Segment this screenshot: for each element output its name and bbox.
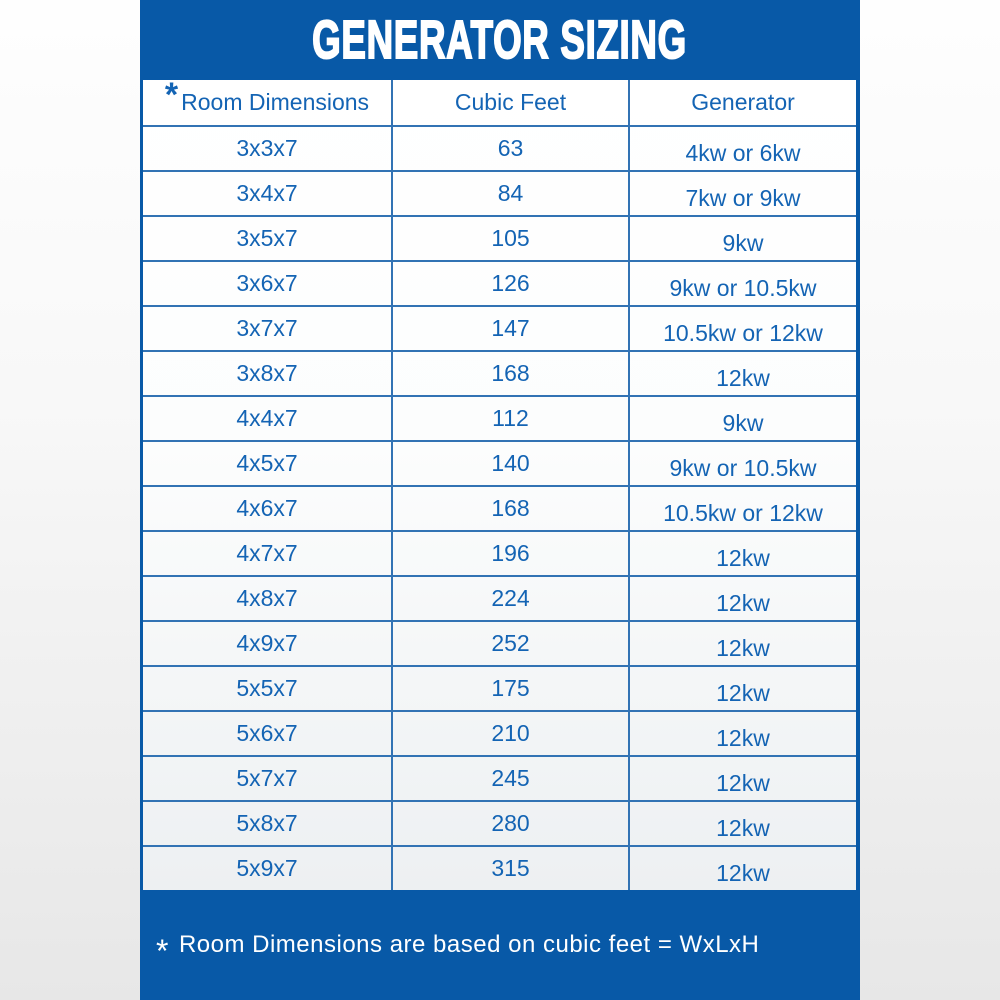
generator-cell: 12kw — [628, 712, 856, 755]
asterisk-mark: * — [156, 932, 169, 969]
generator-cell: 12kw — [628, 667, 856, 710]
table-row — [143, 800, 856, 845]
room-dimensions-cell: 3x8x7 — [236, 360, 298, 386]
header-room-dimensions-label: Room Dimensions — [181, 89, 370, 115]
room-dimensions-cell: 5x6x7 — [236, 720, 298, 746]
room-dimensions-cell: 4x8x7 — [236, 585, 298, 611]
generator-cell: 12kw — [628, 577, 856, 620]
table-row — [143, 530, 856, 575]
table-row — [143, 575, 856, 620]
table-row — [143, 170, 856, 215]
generator-cell: 9kw or 10.5kw — [628, 262, 856, 305]
generator-cell: 12kw — [628, 757, 856, 800]
cubic-feet-cell: 168 — [391, 487, 628, 530]
table-row — [143, 215, 856, 260]
header-generator: Generator — [628, 80, 856, 125]
header-room-dimensions — [143, 80, 391, 125]
table-row — [143, 395, 856, 440]
room-dimensions-cell: 4x6x7 — [236, 495, 298, 521]
table-row — [143, 665, 856, 710]
title-bar — [140, 0, 860, 80]
generator-cell: 12kw — [628, 352, 856, 395]
page-title: GENERATOR SIZING — [312, 10, 688, 70]
table-row — [143, 305, 856, 350]
table-row — [143, 620, 856, 665]
generator-cell: 12kw — [628, 532, 856, 575]
room-dimensions-cell: 4x5x7 — [236, 450, 298, 476]
cubic-feet-cell: 105 — [391, 217, 628, 260]
table-row — [143, 710, 856, 755]
generator-cell: 4kw or 6kw — [628, 127, 856, 170]
cubic-feet-cell: 280 — [391, 802, 628, 845]
generator-cell: 7kw or 9kw — [628, 172, 856, 215]
cubic-feet-cell: 147 — [391, 307, 628, 350]
cubic-feet-cell: 175 — [391, 667, 628, 710]
room-dimensions-cell: 5x7x7 — [236, 765, 298, 791]
generator-sizing-panel — [140, 0, 860, 1000]
room-dimensions-cell: 4x4x7 — [236, 405, 298, 431]
room-dimensions-cell: 3x3x7 — [236, 135, 298, 161]
generator-cell: 12kw — [628, 622, 856, 665]
generator-cell: 9kw or 10.5kw — [628, 442, 856, 485]
table-row — [143, 260, 856, 305]
table-row — [143, 755, 856, 800]
room-dimensions-cell: 3x6x7 — [236, 270, 298, 296]
room-dimensions-cell: 5x9x7 — [236, 855, 298, 881]
generator-cell: 12kw — [628, 802, 856, 845]
cubic-feet-cell: 252 — [391, 622, 628, 665]
generator-cell: 10.5kw or 12kw — [628, 487, 856, 530]
cubic-feet-cell: 245 — [391, 757, 628, 800]
asterisk-mark: * — [164, 80, 179, 114]
room-dimensions-cell: 4x9x7 — [236, 630, 298, 656]
cubic-feet-cell: 140 — [391, 442, 628, 485]
room-dimensions-cell: 3x4x7 — [236, 180, 298, 206]
cubic-feet-cell: 315 — [391, 847, 628, 890]
cubic-feet-cell: 224 — [391, 577, 628, 620]
cubic-feet-cell: 112 — [391, 397, 628, 440]
cubic-feet-cell: 196 — [391, 532, 628, 575]
generator-cell: 9kw — [628, 217, 856, 260]
room-dimensions-cell: 5x8x7 — [236, 810, 298, 836]
cubic-feet-cell: 84 — [391, 172, 628, 215]
cubic-feet-cell: 63 — [391, 127, 628, 170]
cubic-feet-cell: 126 — [391, 262, 628, 305]
cubic-feet-cell: 210 — [391, 712, 628, 755]
room-dimensions-cell: 3x5x7 — [236, 225, 298, 251]
header-cubic-feet: Cubic Feet — [391, 80, 628, 125]
table-row — [143, 125, 856, 170]
table-row — [143, 440, 856, 485]
table-row — [143, 350, 856, 395]
room-dimensions-cell: 4x7x7 — [236, 540, 298, 566]
cubic-feet-cell: 168 — [391, 352, 628, 395]
table-header-row — [143, 80, 856, 125]
table-row — [143, 845, 856, 890]
generator-cell: 9kw — [628, 397, 856, 440]
footnote — [140, 890, 860, 1000]
room-dimensions-cell: 3x7x7 — [236, 315, 298, 341]
table-body — [143, 125, 856, 890]
room-dimensions-cell: 5x5x7 — [236, 675, 298, 701]
generator-cell: 12kw — [628, 847, 856, 890]
generator-cell: 10.5kw or 12kw — [628, 307, 856, 350]
sizing-table — [143, 80, 856, 890]
table-row — [143, 485, 856, 530]
footnote-text: Room Dimensions are based on cubic feet = WxLxH — [178, 931, 760, 958]
